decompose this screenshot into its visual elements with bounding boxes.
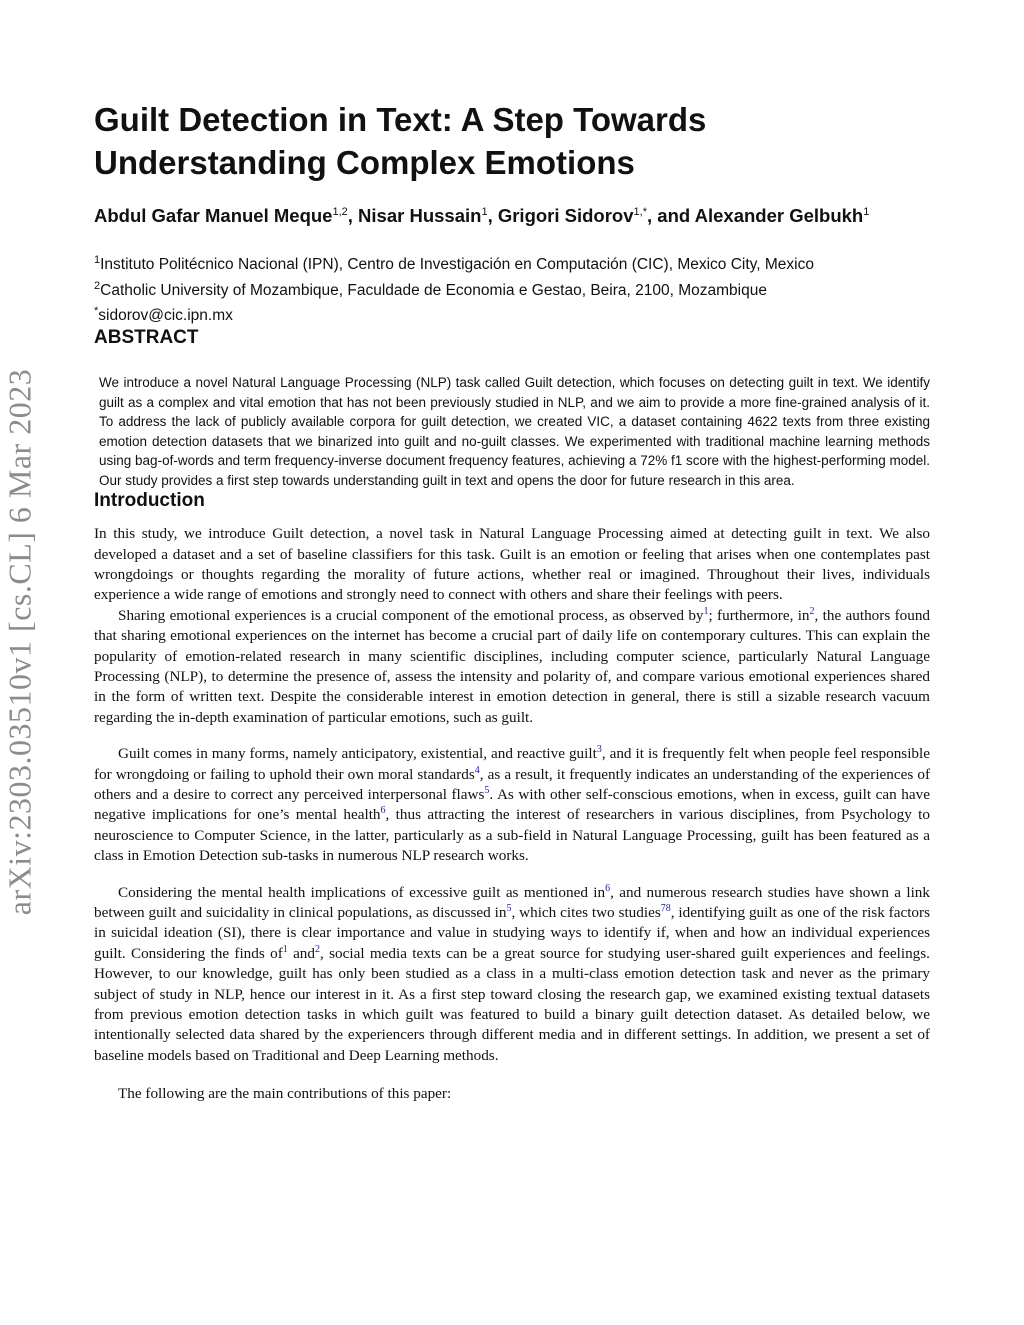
author-separator: , xyxy=(487,205,498,227)
text-run: Guilt comes in many forms, namely anticipatory, existential, and reactive guilt xyxy=(118,745,597,763)
affiliation-text: Instituto Politécnico Nacional (IPN), Centro de Investigación en Computación (CIC), Mexico City, Mexico xyxy=(100,256,814,274)
introduction-heading: Introduction xyxy=(94,490,205,512)
citation-link[interactable]: 4 xyxy=(474,764,480,776)
intro-paragraph-2 xyxy=(94,606,930,728)
author-name: Alexander Gelbukh xyxy=(694,205,864,227)
affiliation-text: Catholic University of Mozambique, Faculdade de Economia e Gestao, Beira, 2100, Mozambique xyxy=(100,281,767,299)
author-separator: , and xyxy=(647,205,695,227)
citation-link[interactable]: 5 xyxy=(506,902,512,914)
text-run: , social media texts can be a great source for studying user-shared guilt experiences and feelings. However, to our knowledge, guilt has only been studied as a class in a multi-class emotion detection task and never as the primary subject of study in NLP, hence our interest in it. As a first step toward closing the research gap, we examined existing textual datasets from previous emotion detection tasks in which guilt was featured to build a binary guilt detection dataset. As detailed below, we intentionally selected data shared by the experiencers through different media and in different settings. In addition, we present a set of baseline models based on Traditional and Deep Learning methods. xyxy=(94,944,930,1064)
intro-paragraph-5: The following are the main contributions of this paper: xyxy=(118,1085,452,1103)
text-run: , and it is frequently felt when people feel responsible for wrongdoing or failing to uphold their own moral standards xyxy=(94,745,930,783)
arxiv-identifier-text: arXiv:2303.03510v1 [cs.CL] 6 Mar 2023 xyxy=(1,368,38,916)
text-run: , the authors found that sharing emotional experiences on the internet has become a crucial part of daily life on contemporary cultures. This can explain the popularity of emotion-related research in many scientific disciplines, including computer science, particularly Natural Language Processing (NLP), to determine the presence of, assess the intensity and polarity of, and compare various emotional experiences shared in the form of written text. Despite the considerable interest in emotion detection in general, there is still a sizable research vacuum regarding the in-depth examination of particular emotions, such as guilt. xyxy=(94,606,931,726)
citation-link[interactable]: 1 xyxy=(282,943,288,955)
affiliation-marker: 1 xyxy=(94,254,101,267)
affiliation-item xyxy=(94,250,930,276)
citation-link[interactable]: 2 xyxy=(315,943,320,955)
author-name: Nisar Hussain xyxy=(358,205,482,227)
author-affiliation-marker: 1,2 xyxy=(332,206,348,218)
citation-link[interactable]: 6 xyxy=(605,882,611,894)
author-name: Abdul Gafar Manuel Meque xyxy=(94,205,333,227)
paper-page xyxy=(94,98,930,1105)
text-run: , thus attracting the interest of researchers in various disciplines, from Psychology to neuroscience to Computer Science, in the latter, particularly as a sub-field in Natural Language Processing, guilt has been featured as a class in Emotion Detection sub-tasks in numerous NLP research works. xyxy=(94,806,930,865)
citation-link[interactable]: 1 xyxy=(703,605,709,617)
paper-title: Guilt Detection in Text: A Step Towards Understanding Complex Emotions xyxy=(94,101,707,181)
affiliation-marker: 2 xyxy=(94,279,101,292)
author-affiliation-marker: 1 xyxy=(863,206,870,218)
author-list xyxy=(94,200,930,228)
text-run: Sharing emotional experiences is a crucial component of the emotional process, as observed by xyxy=(118,606,704,624)
author-affiliation-marker: 1,* xyxy=(633,206,647,218)
abstract-heading: ABSTRACT xyxy=(94,327,199,349)
citation-link[interactable]: 5 xyxy=(484,784,490,796)
text-run: , which cites two studies xyxy=(511,904,661,922)
intro-paragraph-1: In this study, we introduce Guilt detection, a novel task in Natural Language Processing aimed at detecting guilt in text. We also developed a dataset and a set of baseline classifiers for this task. Guilt is an emotion or feeling that arises when one contemplates past wrongdoings or thoughts regarding the morality of future actions, whether real or imagined. Throughout their lives, individuals experience a wide range of emotions and strongly need to connect with others and share their feelings with peers. xyxy=(94,525,930,604)
affiliation-item xyxy=(94,276,930,302)
affiliation-list xyxy=(94,250,930,327)
corresponding-email xyxy=(94,301,930,327)
abstract-text: We introduce a novel Natural Language Processing (NLP) task called Guilt detection, which focuses on detecting guilt in text. We identify guilt as a complex and vital emotion that has not been previously studied in NLP, and we aim to provide a more fine-grained analysis of it. To address the lack of publicly available corpora for guilt detection, we created VIC, a dataset containing 4622 texts from three existing emotion detection datasets that we binarized into guilt and no-guilt classes. We experimented with traditional machine learning methods using bag-of-words and term frequency-inverse document frequency features, achieving a 72% f1 score with the highest-performing model. Our study provides a first step towards understanding guilt in text and opens the door for future research in this area. xyxy=(99,375,930,488)
author-name: Grigori Sidorov xyxy=(497,205,634,227)
citation-link[interactable]: 8 xyxy=(665,902,671,914)
citation-link[interactable]: 6 xyxy=(380,805,386,817)
text-run: , as a result, it frequently indicates an understanding of the experiences of others and a desire to correct any perceived interpersonal flaws xyxy=(94,765,931,803)
citation-link[interactable]: 2 xyxy=(809,605,815,617)
text-run: ; furthermore, in xyxy=(708,606,810,624)
text-run: , identifying guilt as one of the risk factors in suicidal ideation (SI), there is clear importance and value in studying ways to identify if, when and how an individual experiences guilt. Considering the finds of xyxy=(94,904,930,962)
citation-link[interactable]: 7 xyxy=(660,902,666,914)
intro-paragraph-4 xyxy=(94,883,930,1067)
affiliation-marker: * xyxy=(94,305,99,318)
citation-link[interactable]: 3 xyxy=(596,744,602,756)
text-run: and xyxy=(287,944,315,962)
text-run: , and numerous research studies have shown a link between guilt and suicidality in clinical populations, as discussed in xyxy=(94,883,930,922)
text-run: . As with other self-conscious emotions, when in excess, guilt can have negative implications for one’s mental health xyxy=(94,786,930,824)
author-affiliation-marker: 1 xyxy=(481,206,488,218)
text-run: Considering the mental health implications of excessive guilt as mentioned in xyxy=(118,883,606,901)
email-text: sidorov@cic.ipn.mx xyxy=(98,307,233,325)
author-separator: , xyxy=(347,205,359,227)
intro-paragraph-3 xyxy=(94,744,930,866)
